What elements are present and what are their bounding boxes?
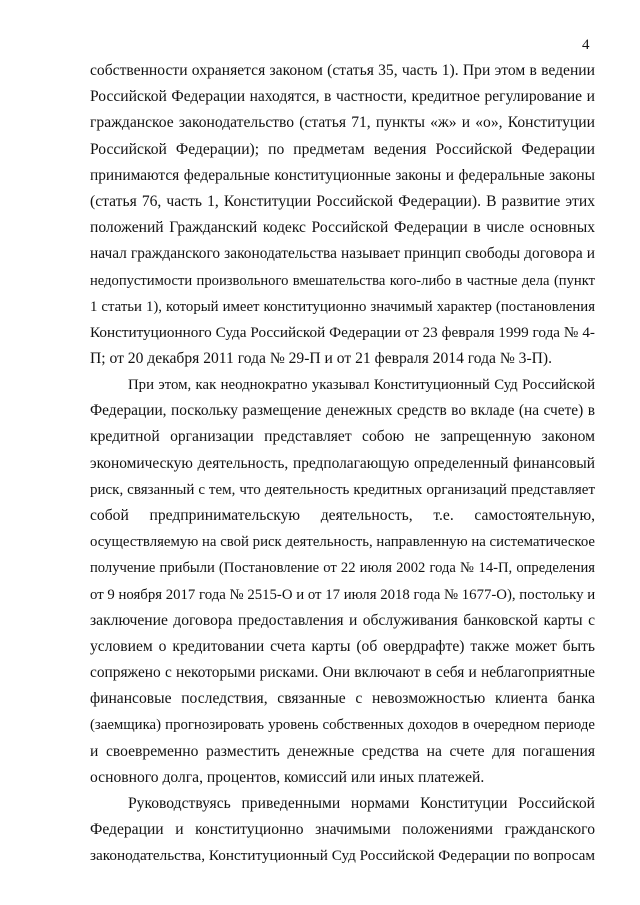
paragraph-line: начал гражданского законодательства называет принцип свободы договора и [90,245,595,263]
paragraph-2 [90,372,595,791]
paragraph-line: риск, связанный с тем, что деятельность кредитных организаций представляет [90,481,595,498]
paragraph-line: и своевременно разместить денежные средства на счете для погашения [90,742,595,760]
paragraph-line: кредитной организации представляет собою не запрещенную законом [90,428,595,446]
paragraph-3 [90,791,595,870]
paragraph-line: финансовые последствия, связанные с невозможностью клиента банка [90,690,595,708]
page-number: 4 [582,37,590,53]
paragraph-line: осуществляемую на свой риск деятельность, направленную на систематическое [90,534,595,551]
paragraph-line: При этом, как неоднократно указывал Конституционный Суд Российской [128,377,595,393]
paragraph-line: от 9 ноября 2017 года № 2515-О и от 17 июля 2018 года № 1677-О), постольку и [90,586,596,603]
paragraph-line: недопустимости произвольного вмешательства кого-либо в частные дела (пункт [90,272,595,289]
paragraph-line: Руководствуясь приведенными нормами Конституции Российской [128,795,595,812]
paragraph-line: Федерации и конституционно значимыми положениями гражданского [90,821,595,839]
paragraph-line: экономическую деятельность, предполагающую определенный финансовый [90,454,595,472]
paragraph-line: заключение договора предоставления и обслуживания банковской карты с [90,611,595,629]
paragraph-line: (статья 76, часть 1, Конституции Российской Федерации). В развитие этих [90,192,595,210]
paragraph-line: собой предпринимательскую деятельность, т.е. самостоятельную, [90,506,595,524]
paragraph-line: Конституционного Суда Российской Федерации от 23 февраля 1999 года № 4- [90,323,595,341]
paragraph-line: основного долга, процентов, комиссий или иных платежей. [90,768,485,786]
paragraph-line: 1 статьи 1), который имеет конституционно значимый характер (постановления [90,298,595,315]
paragraph-line: Российской Федерации); по предметам ведения Российской Федерации [90,140,595,158]
paragraph-line: собственности охраняется законом (статья 35, часть 1). При этом в ведении [90,62,595,79]
paragraph-line: условием о кредитовании счета карты (об овердрафте) также может быть [90,637,595,655]
paragraph-line: законодательства, Конституционный Суд Российской Федерации по вопросам [90,847,595,865]
paragraph-line: положений Гражданский кодекс Российской Федерации в числе основных [90,219,595,237]
paragraph-line: принимаются федеральные конституционные законы и федеральные законы [90,166,595,184]
paragraph-line: Федерации, поскольку размещение денежных средств во вкладе (на счете) в [90,402,595,420]
paragraph-line: получение прибыли (Постановление от 22 июля 2002 года № 14-П, определения [90,560,595,577]
paragraph-1 [90,58,595,372]
paragraph-line: (заемщика) прогнозировать уровень собственных доходов в очередном периоде [90,717,595,734]
paragraph-line: сопряжено с некоторыми рисками. Они включают в себя и неблагоприятные [90,664,595,682]
paragraph-line: гражданское законодательство (статья 71, пункты «ж» и «о», Конституции [90,114,595,132]
paragraph-line: Российской Федерации находятся, в частности, кредитное регулирование и [90,88,595,106]
paragraph-line: П; от 20 декабря 2011 года № 29-П и от 21 февраля 2014 года № 3-П). [90,350,552,368]
